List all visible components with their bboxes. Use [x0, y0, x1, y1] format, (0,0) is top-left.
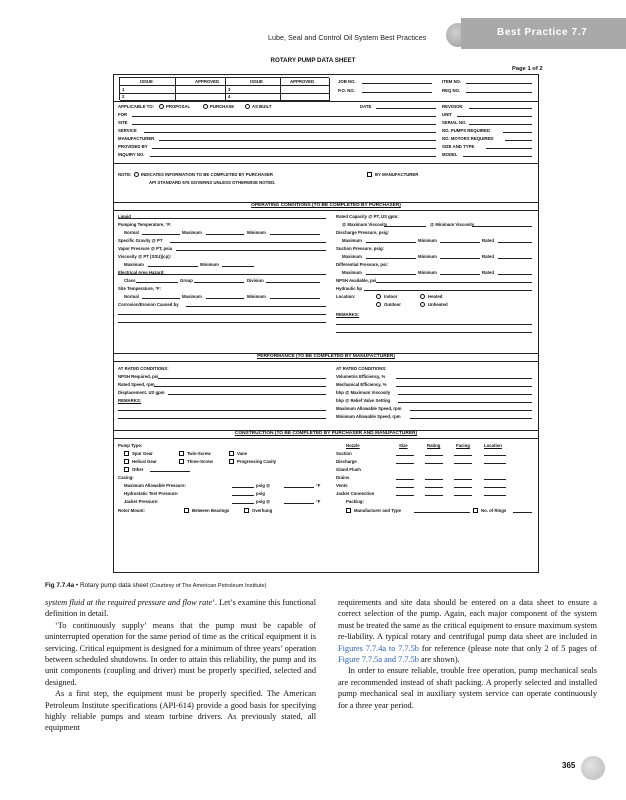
- no-of-rings-label: No. of Rings: [481, 508, 507, 513]
- right-p1-c: are shown).: [418, 655, 460, 665]
- max-allow-pressure-label: Maximum Allowable Pressure:: [124, 483, 186, 488]
- indoor-radio[interactable]: [376, 294, 381, 299]
- body-column-left: [45, 597, 316, 734]
- size-type-label: SIZE AND TYPE: [442, 144, 475, 149]
- suction-pressure-label: Suction Pressure, psig:: [336, 246, 384, 251]
- issue-header-2: ISSUE: [250, 79, 263, 84]
- visc-min-label: Minimum: [200, 262, 219, 267]
- site-label: SITE: [118, 120, 128, 125]
- provided-by-line[interactable]: [152, 148, 436, 149]
- progressing-cavity-label: Progressing Cavity: [237, 459, 277, 464]
- issue-row-4: 4: [228, 94, 231, 99]
- displacement-label: Displacement, US gpm: [118, 390, 165, 395]
- operating-conditions-title: OPERATING CONDITIONS (TO BE COMPLETED BY PURCHASER): [251, 203, 401, 208]
- helical-gear-label: Helical Gear: [132, 459, 157, 464]
- heated-radio[interactable]: [420, 294, 425, 299]
- no-motors-label: NO. MOTORS REQUIRED: [442, 136, 494, 141]
- no-motors-line[interactable]: [505, 140, 532, 141]
- at-min-visc-label: @ Minimum Viscosity: [430, 222, 475, 227]
- right-p1-b: for reference (please note that only 2 of 5 pages of: [418, 643, 597, 653]
- volumetric-eff-label: Volumetric Efficiency, %: [336, 374, 386, 379]
- pt-normal-label: Normal: [124, 230, 139, 235]
- jacket-pressure-label: Jacket Pressure:: [124, 499, 159, 504]
- service-label: SERVICE: [118, 128, 137, 133]
- inquiry-no-line[interactable]: [150, 156, 436, 157]
- bhp-max-visc-label: bhp @ Maximum Viscosity: [336, 390, 391, 395]
- jp-degf-label: °F: [316, 499, 321, 504]
- nozzle-vents: Vents: [336, 483, 348, 488]
- po-no-line[interactable]: [362, 92, 432, 93]
- group-label: Group: [180, 278, 193, 283]
- liquid-label: Liquid: [118, 214, 131, 219]
- perf-rated-left-label: AT RATED CONDITIONS:: [118, 366, 169, 371]
- no-pumps-line[interactable]: [503, 132, 532, 133]
- bhp-relief-label: bhp @ Relief Valve Setting: [336, 398, 391, 403]
- vane-label: Vane: [237, 451, 248, 456]
- diff-min-label: Minimum: [418, 270, 437, 275]
- twin-screw-checkbox[interactable]: [179, 451, 184, 456]
- figure-caption: [45, 582, 266, 589]
- helical-gear-checkbox[interactable]: [124, 459, 129, 464]
- date-line[interactable]: [376, 108, 436, 109]
- other-type-label: Other: [132, 467, 144, 472]
- packing-mfr-label: Manufacturer and Type: [354, 508, 401, 513]
- nozzle-drains: Drains: [336, 475, 350, 480]
- facing-header: Facing: [456, 443, 470, 448]
- rated-capacity-label: Rated Capacity @ PT, US gpm:: [336, 214, 399, 219]
- casing-label: Casing:: [118, 475, 134, 480]
- diff-rated-label: Rated: [482, 270, 494, 275]
- pumping-temp-label: Pumping Temperature, °F:: [118, 222, 172, 227]
- nozzle-suction: Suction: [336, 451, 352, 456]
- performance-remarks-label: REMARKS:: [118, 398, 142, 403]
- issue-row-1: 1: [122, 87, 125, 92]
- twin-screw-label: Twin-Screw: [187, 451, 211, 456]
- specific-gravity-label: Specific Gravity @ PT: [118, 238, 163, 243]
- manufacturer-label: MANUFACTURER: [118, 136, 155, 141]
- outdoor-radio[interactable]: [376, 302, 381, 307]
- caption-text: Rotary pump data sheet: [79, 582, 149, 589]
- st-minimum-label: Minimum: [247, 294, 266, 299]
- manufacturer-line[interactable]: [159, 140, 436, 141]
- pt-minimum-label: Minimum: [247, 230, 266, 235]
- spur-gear-checkbox[interactable]: [124, 451, 129, 456]
- approved-header-1: APPROVED: [195, 79, 220, 84]
- differential-pressure-label: Differential Pressure, psi:: [336, 262, 389, 267]
- req-no-line[interactable]: [466, 92, 532, 93]
- division-label: Division: [247, 278, 264, 283]
- npsh-available-label: NPSH Available, psi: [336, 278, 377, 283]
- size-header: Size: [399, 443, 408, 448]
- location-header: Location: [484, 443, 502, 448]
- rotor-mount-label: Rotor Mount:: [118, 508, 145, 513]
- right-p1-a: requirements and site data should be entered on a data sheet to ensure a correct selection of the pump. Again, each major component of the system must be treated the same as the critical equipment to ensure maximum system re-liability. A typical rotary and centrifugal pump data sheet are included in: [338, 598, 597, 642]
- mechanical-eff-label: Mechanical Efficiency, %: [336, 382, 387, 387]
- three-screw-checkbox[interactable]: [179, 459, 184, 464]
- map-psig-label: psig @: [256, 483, 271, 488]
- unit-line[interactable]: [457, 116, 532, 117]
- right-paragraph-2: In order to ensure reliable, trouble free operation, pump mechanical seals are recommended instead of shaft packing. A properly selected and installed pump mechanical seal in auxiliary system service can operate continuously for a three year period.: [338, 666, 597, 710]
- for-line[interactable]: [132, 116, 436, 117]
- as-built-label: AS BUILT: [252, 104, 272, 109]
- overhung-label: Overhung: [252, 508, 273, 513]
- page-number: 365: [562, 761, 576, 770]
- purchase-radio[interactable]: [203, 104, 208, 109]
- dp-max-label: Maximum: [342, 238, 362, 243]
- issue-row-2: 2: [122, 94, 125, 99]
- corrosion-label: Corrosion/Erosion Caused by: [118, 302, 179, 307]
- sp-rated-label: Rated: [482, 254, 494, 259]
- service-line[interactable]: [144, 132, 436, 133]
- job-no-label: JOB NO.: [338, 79, 356, 84]
- proposal-label: PROPOSAL: [166, 104, 191, 109]
- construction-title: CONSTRUCTION (TO BE COMPLETED BY PURCHASER AND MANUFACTURER): [234, 431, 418, 436]
- dp-rated-label: Rated: [482, 238, 494, 243]
- hydro-psig-label: psig: [256, 491, 265, 496]
- location-label: Location:: [336, 294, 356, 299]
- serial-no-label: SERIAL NO.: [442, 120, 467, 125]
- rotary-pump-data-sheet: [113, 74, 539, 573]
- form-title: ROTARY PUMP DATA SHEET: [270, 57, 356, 64]
- indoor-label: Indoor: [384, 294, 398, 299]
- inquiry-no-label: INQUIRY NO.: [118, 152, 145, 157]
- heated-label: Heated: [428, 294, 443, 299]
- note-label: NOTE:: [118, 172, 132, 177]
- outdoor-label: Outdoor: [384, 302, 401, 307]
- purchaser-indicator-radio: [134, 172, 139, 177]
- visc-max-label: Maximum: [124, 262, 144, 267]
- as-built-radio[interactable]: [245, 104, 250, 109]
- rating-header: Rating: [427, 443, 441, 448]
- perf-rated-right-label: AT RATED CONDITIONS:: [336, 366, 387, 371]
- approved-header-2: APPROVED: [290, 79, 315, 84]
- serial-no-line[interactable]: [469, 124, 532, 125]
- operating-remarks-label: REMARKS:: [336, 312, 360, 317]
- packing-label: Packing:: [346, 499, 364, 504]
- left-p1-rest: ’. Let’s examine this functional definition in detail.: [45, 598, 317, 619]
- nozzle-header: Nozzle: [346, 443, 360, 448]
- between-bearings-checkbox[interactable]: [184, 508, 189, 513]
- body-column-right: [338, 597, 597, 711]
- sp-min-label: Minimum: [418, 254, 437, 259]
- note-manufacturer-text: BY MANUFACTURER: [375, 172, 419, 177]
- site-line[interactable]: [132, 124, 436, 125]
- class-label: Class: [124, 278, 136, 283]
- note-purchaser-text: INDICATES INFORMATION TO BE COMPLETED BY PURCHASER: [141, 172, 273, 177]
- item-no-label: ITEM NO.: [442, 79, 462, 84]
- vapor-pressure-label: Vapor Pressure @ PT, psia: [118, 246, 173, 251]
- sp-max-label: Maximum: [342, 254, 362, 259]
- nozzle-discharge: Discharge: [336, 459, 357, 464]
- progressing-cavity-checkbox[interactable]: [229, 459, 234, 464]
- size-type-line[interactable]: [486, 148, 532, 149]
- revision-label: REVISION: [442, 104, 463, 109]
- vane-checkbox[interactable]: [229, 451, 234, 456]
- pump-type-label: Pump Type:: [118, 443, 143, 448]
- model-line[interactable]: [463, 156, 532, 157]
- dp-min-label: Minimum: [418, 238, 437, 243]
- diff-max-label: Maximum: [342, 270, 362, 275]
- best-practice-badge: [461, 18, 626, 49]
- form-page-indicator: Page 1 of 2: [512, 66, 543, 72]
- map-degf-label: °F: [316, 483, 321, 488]
- nozzle-jacket: Jacket Connection: [336, 491, 375, 496]
- st-maximum-label: Maximum: [182, 294, 202, 299]
- unheated-label: Unheated: [428, 302, 448, 307]
- no-pumps-label: NO. PUMPS REQUIRED: [442, 128, 490, 133]
- left-p1-italic: system fluid at the required pressure and flow rate: [45, 598, 213, 607]
- figure-number: Fig 7.7.4a: [45, 582, 75, 589]
- caption-credit: (Courtesy of The American Petroleum Institute): [149, 583, 267, 589]
- unheated-radio[interactable]: [420, 302, 425, 307]
- no-of-rings-checkbox[interactable]: [473, 508, 478, 513]
- figures-link-1[interactable]: Figures 7.7.4a to 7.7.5b: [338, 643, 419, 653]
- electrical-hazard-label: Electrical Area Hazard:: [118, 270, 165, 275]
- unit-label: UNIT: [442, 112, 453, 117]
- for-label: FOR: [118, 112, 128, 117]
- other-type-checkbox[interactable]: [124, 467, 129, 472]
- right-paragraph-1: [338, 597, 597, 665]
- left-paragraph-3: As a first step, the equipment must be properly specified. The American Petroleum Institute specifications (API-614) provide a good basis for specifying highly reliable pumps and steam turbine drivers. As previously stated, all equipment: [45, 689, 316, 733]
- three-screw-label: Three-Screw: [187, 459, 213, 464]
- max-allow-speed-label: Maximum Allowable Speed, rpm: [336, 406, 402, 411]
- caption-bullet: •: [75, 582, 79, 589]
- packing-mfr-checkbox[interactable]: [346, 508, 351, 513]
- date-label: DATE: [360, 104, 372, 109]
- rated-speed-label: Rated Speed, rpm: [118, 382, 155, 387]
- jp-psig-label: psig @: [256, 499, 271, 504]
- left-paragraph-2: ‘To continuously supply’ means that the pump must be capable of uninterrupted operation for the same period of time as the critical equipment it is servicing. Critical equipment is designed for a minimum of three years’ operation between scheduled shutdowns. In order to attain this reliability, the pump and its unit components (coupling and driver) must be properly specified, selected and designed.: [45, 620, 316, 687]
- note-api-text: API STANDARD 676 GOVERNS UNLESS OTHERWISE NOTED.: [149, 180, 276, 185]
- nozzle-gland-flush: Gland Flush: [336, 467, 361, 472]
- npsh-required-label: NPSH Required, psi: [118, 374, 159, 379]
- figures-link-2[interactable]: Figure 7.7.5a and 7.7.5b: [338, 655, 419, 665]
- discharge-pressure-label: Discharge Pressure, psig:: [336, 230, 390, 235]
- issue-table: [119, 77, 329, 100]
- proposal-radio[interactable]: [159, 104, 164, 109]
- hydro-test-label: Hydrostatic Test Pressure:: [124, 491, 179, 496]
- model-label: MODEL: [442, 152, 458, 157]
- job-no-line[interactable]: [362, 83, 432, 84]
- min-allow-speed-label: Minimum Allowable Speed, rpm: [336, 414, 401, 419]
- po-no-label: P.O. NO.: [338, 88, 355, 93]
- req-no-label: REQ NO.: [442, 88, 461, 93]
- at-max-visc-label: @ Maximum Viscosity: [342, 222, 388, 227]
- site-temp-label: Site Temperature, °F:: [118, 286, 161, 291]
- provided-by-label: PROVIDED BY: [118, 144, 148, 149]
- issue-header-1: ISSUE: [140, 79, 153, 84]
- manufacturer-indicator-box: [367, 172, 372, 177]
- left-paragraph-1: [45, 597, 316, 620]
- hydraulic-hp-label: Hydraulic hp: [336, 286, 363, 291]
- item-no-line[interactable]: [466, 83, 532, 84]
- page-circle-ornament: [581, 756, 605, 780]
- issue-row-3: 3: [228, 87, 231, 92]
- badge-label: Best Practice 7.7: [497, 27, 588, 38]
- spur-gear-label: Spur Gear: [132, 451, 153, 456]
- overhung-checkbox[interactable]: [244, 508, 249, 513]
- viscosity-label: Viscosity @ PT (SSU)(cp):: [118, 254, 172, 259]
- revision-line[interactable]: [469, 108, 532, 109]
- running-title: Lube, Seal and Control Oil System Best Practices: [268, 33, 427, 42]
- between-bearings-label: Between Bearings: [192, 508, 230, 513]
- applicable-to-label: APPLICABLE TO:: [118, 104, 154, 109]
- purchase-label: PURCHASE: [210, 104, 235, 109]
- st-normal-label: Normal: [124, 294, 139, 299]
- performance-title: PERFORMANCE (TO BE COMPLETED BY MANUFACTURER): [257, 354, 395, 359]
- pt-maximum-label: Maximum: [182, 230, 202, 235]
